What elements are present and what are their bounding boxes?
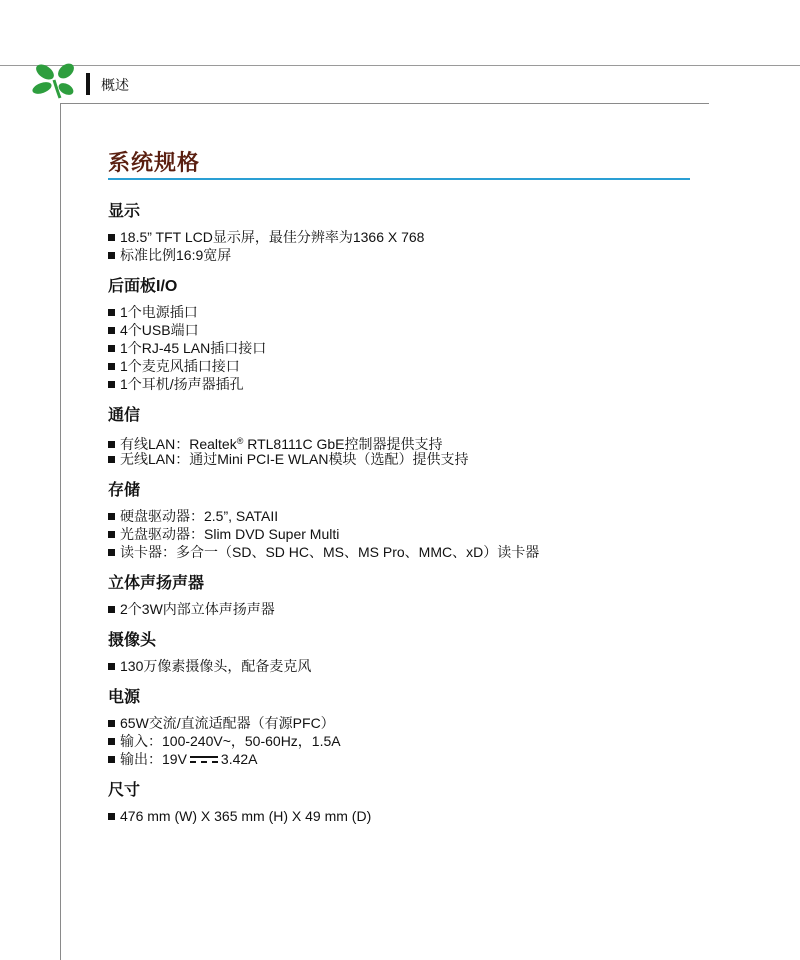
list-item (108, 600, 728, 618)
bullet-icon (108, 513, 115, 520)
list-item (108, 543, 728, 561)
section-dimensions (108, 779, 728, 825)
section-label: 概述 (101, 77, 129, 93)
item-text: 65W交流/直流适配器（有源PFC） (120, 715, 335, 731)
spec-list (108, 657, 728, 675)
page-title: 系统规格 (108, 150, 201, 175)
section-heading: 通信 (108, 407, 141, 424)
section-heading: 立体声扬声器 (108, 575, 205, 592)
section-power (108, 686, 728, 768)
section-heading: 存储 (108, 482, 141, 499)
clover-logo-icon (30, 60, 80, 102)
bullet-icon (108, 363, 115, 370)
list-item (108, 339, 728, 357)
item-text-after: RTL8111C GbE控制器提供支持 (243, 436, 443, 452)
section-heading: 尺寸 (108, 782, 141, 799)
list-item (108, 714, 728, 732)
bullet-icon (108, 606, 115, 613)
bullet-icon (108, 549, 115, 556)
item-text: 标准比例16:9宽屏 (120, 247, 232, 263)
left-margin-rule (60, 103, 61, 960)
item-text: 1个麦克风插口接口 (120, 358, 240, 374)
list-item (108, 525, 728, 543)
item-text: 130万像素摄像头，配备麦克风 (120, 658, 312, 674)
item-text: 输入：100-240V~，50-60Hz，1.5A (120, 733, 341, 749)
spec-list (108, 507, 728, 561)
item-text: 读卡器：多合一（SD、SD HC、MS、MS Pro、MMC、xD）读卡器 (120, 544, 540, 560)
bullet-icon (108, 345, 115, 352)
item-text: 1个电源插口 (120, 304, 198, 320)
bullet-icon (108, 456, 115, 463)
bullet-icon (108, 756, 115, 763)
header-rule (60, 103, 709, 104)
section-heading: 摄像头 (108, 632, 157, 649)
list-item (108, 432, 728, 450)
list-item (108, 228, 728, 246)
list-item (108, 321, 728, 339)
section-heading: 电源 (108, 689, 141, 706)
section-display (108, 200, 728, 264)
section-storage (108, 479, 728, 561)
item-text: 硬盘驱动器：2.5”, SATAII (120, 508, 279, 524)
item-text: 无线LAN：通过Mini PCI-E WLAN模块（选配）提供支持 (120, 451, 469, 467)
title-underline (108, 178, 690, 180)
bullet-icon (108, 441, 115, 448)
bullet-icon (108, 252, 115, 259)
section-speakers (108, 572, 728, 618)
spec-list (108, 303, 728, 393)
item-text: 18.5” TFT LCD显示屏，最佳分辨率为1366 X 768 (120, 229, 425, 245)
bullet-icon (108, 234, 115, 241)
list-item (108, 732, 728, 750)
bullet-icon (108, 720, 115, 727)
section-camera (108, 629, 728, 675)
dc-power-icon (190, 753, 218, 765)
section-heading: 显示 (108, 203, 141, 220)
item-text-before: 输出：19V (120, 751, 187, 767)
bullet-icon (108, 813, 115, 820)
list-item (108, 303, 728, 321)
list-item (108, 450, 728, 468)
spec-list (108, 600, 728, 618)
item-text-before: 有线LAN：Realtek (120, 436, 237, 452)
section-heading: 后面板I/O (108, 278, 178, 295)
header-bar (86, 73, 90, 95)
item-text: 2个3W内部立体声扬声器 (120, 601, 275, 617)
bullet-icon (108, 381, 115, 388)
bullet-icon (108, 309, 115, 316)
item-text: 476 mm (W) X 365 mm (H) X 49 mm (D) (120, 808, 372, 824)
list-item (108, 807, 728, 825)
spec-list (108, 228, 728, 264)
bullet-icon (108, 327, 115, 334)
bullet-icon (108, 531, 115, 538)
top-rule (0, 65, 800, 66)
spec-list (108, 807, 728, 825)
list-item (108, 246, 728, 264)
spec-list (108, 432, 728, 468)
item-text-after: 3.42A (220, 751, 258, 767)
list-item (108, 507, 728, 525)
list-item (108, 657, 728, 675)
list-item (108, 357, 728, 375)
registered-mark: ® (236, 436, 244, 446)
list-item (108, 750, 728, 768)
item-text: 光盘驱动器：Slim DVD Super Multi (120, 526, 340, 542)
bullet-icon (108, 663, 115, 670)
item-text: 1个耳机/扬声器插孔 (120, 376, 244, 392)
spec-sections (108, 200, 728, 825)
section-communication (108, 404, 728, 468)
item-text: 4个USB端口 (120, 322, 199, 338)
section-rear-io (108, 275, 728, 393)
spec-list (108, 714, 728, 768)
list-item (108, 375, 728, 393)
bullet-icon (108, 738, 115, 745)
item-text: 1个RJ-45 LAN插口接口 (120, 340, 267, 356)
